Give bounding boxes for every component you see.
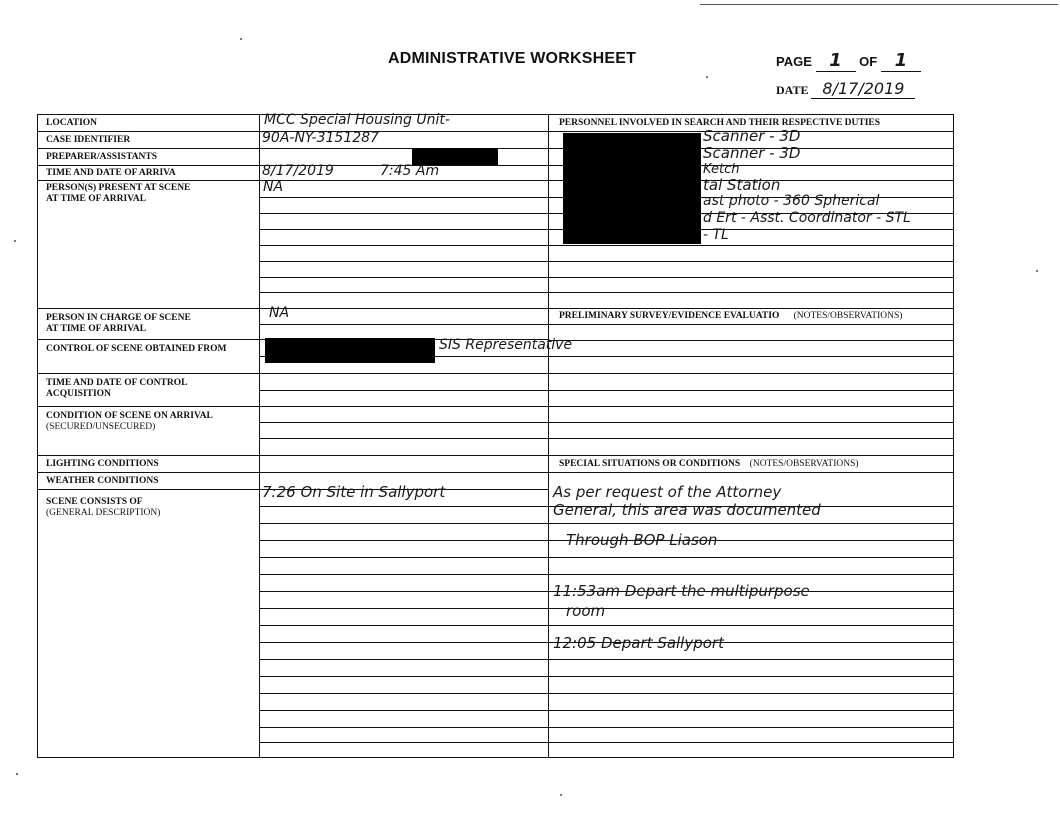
ruled-line — [259, 292, 548, 293]
handwritten-personnel-5: ast photo - 360 Spherical — [703, 193, 880, 209]
page-number: 1 — [816, 50, 856, 72]
ruled-line — [548, 438, 954, 439]
ruled-line — [548, 261, 954, 262]
ruled-line — [548, 308, 954, 309]
ruled-line — [259, 693, 954, 694]
ruled-line — [259, 422, 548, 423]
ruled-line — [259, 523, 954, 524]
label-condition-line2: (SECURED/UNSECURED) — [46, 422, 156, 432]
label-person-in-charge-line1: PERSON IN CHARGE OF SCENE — [46, 313, 191, 323]
label-special-note: (NOTES/OBSERVATIONS) — [749, 459, 859, 469]
scan-speck — [240, 38, 242, 40]
page-title: ADMINISTRATIVE WORKSHEET — [388, 50, 637, 67]
label-preliminary-text: PRELIMINARY SURVEY/EVIDENCE EVALUATIO — [559, 311, 780, 321]
handwritten-scene-consists: 7:26 On Site in Sallyport — [262, 483, 446, 501]
ruled-line — [259, 277, 548, 278]
label-scene-consists-line1: SCENE CONSISTS OF — [46, 497, 143, 507]
handwritten-control-from: SIS Representative — [439, 337, 573, 353]
ruled-line — [548, 406, 954, 407]
ruled-line — [259, 229, 548, 230]
ruled-line — [548, 455, 954, 456]
label-preparer: PREPARER/ASSISTANTS — [46, 152, 158, 162]
handwritten-arrival-date: 8/17/2019 — [262, 163, 334, 179]
ruled-line — [259, 659, 954, 660]
label-time-date-arrival: TIME AND DATE OF ARRIVA — [46, 168, 176, 178]
ruled-line — [259, 710, 954, 711]
label-condition — [46, 411, 213, 433]
handwritten-personnel-2: Scanner - 3D — [703, 144, 801, 162]
ruled-line — [259, 727, 954, 728]
date-value: 8/17/2019 — [811, 79, 915, 99]
scan-speck — [560, 794, 562, 796]
date-label: DATE — [776, 83, 809, 97]
label-special-text: SPECIAL SITUATIONS OR CONDITIONS — [559, 459, 741, 469]
ruled-line — [259, 261, 548, 262]
row-separator — [37, 472, 548, 473]
handwritten-persons-present: NA — [263, 179, 284, 195]
column-divider — [259, 114, 260, 758]
ruled-line — [259, 742, 954, 743]
label-scene-consists-line2: (GENERAL DESCRIPTION) — [46, 508, 161, 518]
ruled-line — [548, 356, 954, 357]
column-divider — [548, 114, 549, 758]
ruled-line — [259, 625, 954, 626]
label-condition-line1: CONDITION OF SCENE ON ARRIVAL — [46, 411, 213, 421]
label-lighting: LIGHTING CONDITIONS — [46, 459, 159, 469]
of-label: OF — [859, 54, 878, 69]
date-header — [776, 79, 915, 99]
ruled-line — [259, 608, 954, 609]
handwritten-special-3: Through BOP Liason — [566, 531, 718, 549]
label-time-control-line2: ACQUISITION — [46, 389, 111, 399]
ruled-line — [548, 340, 954, 341]
redaction-bar — [563, 133, 701, 244]
handwritten-personnel-3: Ketch — [703, 162, 740, 177]
redaction-bar — [265, 338, 435, 363]
label-special — [559, 459, 859, 470]
label-time-control-line1: TIME AND DATE OF CONTROL — [46, 378, 188, 388]
ruled-line — [548, 277, 954, 278]
label-person-in-charge-line2: AT TIME OF ARRIVAL — [46, 324, 147, 334]
handwritten-special-2: General, this area was documented — [553, 501, 821, 519]
ruled-line — [259, 197, 548, 198]
scan-edge-line — [700, 4, 1058, 5]
handwritten-special-6: 12:05 Depart Sallyport — [553, 634, 724, 652]
ruled-line — [548, 292, 954, 293]
label-persons-present-line1: PERSON(S) PRESENT AT SCENE — [46, 183, 191, 193]
label-person-in-charge — [46, 313, 191, 335]
ruled-line — [259, 574, 954, 575]
ruled-line — [259, 324, 548, 325]
handwritten-person-in-charge: NA — [269, 305, 290, 321]
handwritten-special-5: room — [566, 602, 606, 620]
row-separator — [37, 180, 548, 181]
ruled-line — [259, 213, 548, 214]
ruled-line — [259, 438, 548, 439]
scan-speck — [706, 76, 708, 78]
row-separator — [37, 373, 548, 374]
ruled-line — [259, 557, 954, 558]
row-separator — [37, 308, 548, 309]
label-persons-present-line2: AT TIME OF ARRIVAL — [46, 194, 147, 204]
handwritten-personnel-7: - TL — [703, 227, 729, 243]
row-separator — [37, 406, 548, 407]
ruled-line — [548, 390, 954, 391]
label-persons-present — [46, 183, 190, 205]
page-indicator — [776, 50, 921, 72]
ruled-line — [548, 245, 954, 246]
label-case-identifier: CASE IDENTIFIER — [46, 135, 131, 145]
ruled-line — [548, 422, 954, 423]
ruled-line — [548, 324, 954, 325]
page-label: PAGE — [776, 54, 812, 69]
handwritten-case-identifier: 90A-NY-3151287 — [262, 130, 379, 146]
label-control-obtained: CONTROL OF SCENE OBTAINED FROM — [46, 344, 227, 354]
handwritten-personnel-6: d Ert - Asst. Coordinator - STL — [703, 210, 911, 226]
handwritten-arrival-time: 7:45 Am — [380, 163, 440, 179]
label-location: LOCATION — [46, 118, 98, 128]
label-preliminary-note: (NOTES/OBSERVATIONS) — [793, 311, 903, 321]
ruled-line — [259, 676, 954, 677]
row-separator — [37, 455, 548, 456]
handwritten-personnel-4: tal Station — [703, 176, 781, 194]
ruled-line — [259, 390, 548, 391]
ruled-line — [548, 373, 954, 374]
page-total: 1 — [881, 50, 921, 72]
label-time-control — [46, 378, 187, 400]
handwritten-location: MCC Special Housing Unit- — [264, 112, 450, 128]
ruled-line — [259, 245, 548, 246]
label-personnel-text: PERSONNEL INVOLVED IN SEARCH AND THEIR RESPECTIVE DUTIES — [559, 118, 881, 128]
ruled-line — [548, 472, 954, 473]
handwritten-personnel-1: Scanner - 3D — [703, 127, 801, 145]
handwritten-special-1: As per request of the Attorney — [553, 483, 782, 501]
scan-speck — [1036, 270, 1038, 272]
scan-speck — [14, 240, 16, 242]
label-preliminary — [559, 311, 902, 322]
handwritten-special-4: 11:53am Depart the multipurpose — [553, 582, 810, 600]
label-weather: WEATHER CONDITIONS — [46, 476, 159, 486]
scan-speck — [16, 773, 18, 775]
label-scene-consists — [46, 497, 160, 519]
